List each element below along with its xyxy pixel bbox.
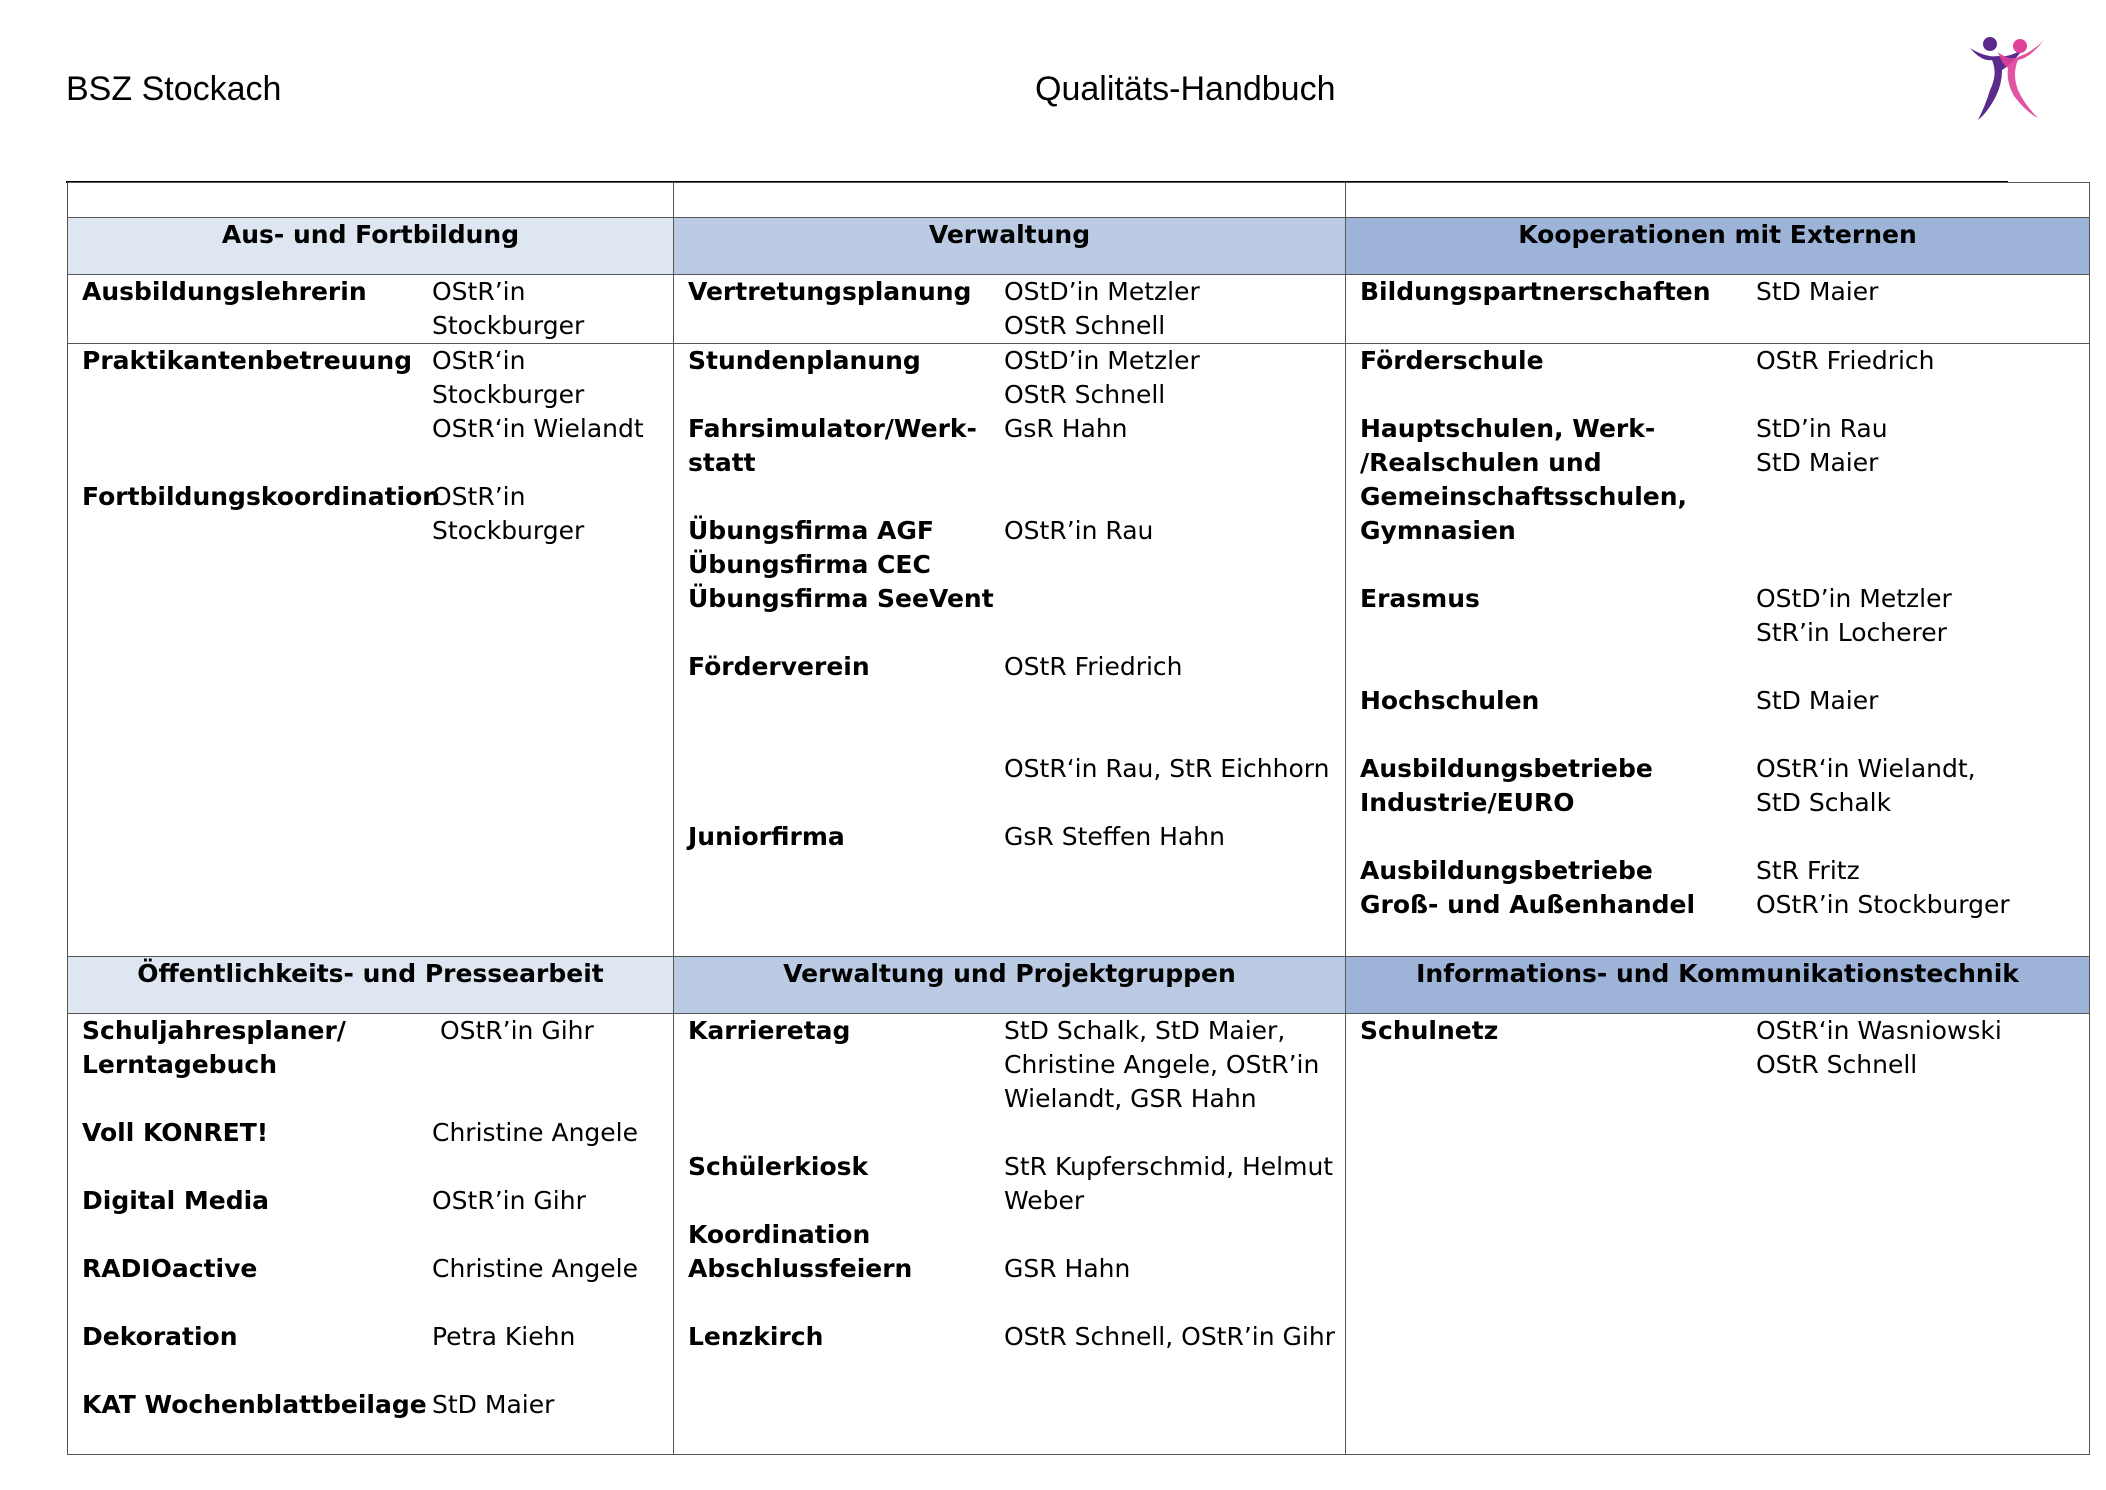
entry-person: OStR’in Gihr <box>432 1016 594 1045</box>
table-row <box>68 344 2090 957</box>
entry-label: Hauptschulen, Werk- <box>1360 414 1656 443</box>
entry-person: OStR’in <box>432 277 526 306</box>
table-row <box>68 1014 2090 1455</box>
cell-aus-und-fortbildung <box>68 344 673 548</box>
column-header-kooperationen: Kooperationen mit Externen <box>1346 218 2090 275</box>
list-item <box>82 1388 673 1422</box>
entry-person: GSR Hahn <box>1004 1254 1131 1283</box>
entry-label: Schulnetz <box>1360 1016 1499 1045</box>
entry-person: StD Maier <box>1756 448 1879 477</box>
organization-table <box>67 182 2090 1455</box>
entry-label: Übungsfirma AGF <box>688 516 934 545</box>
entry-label: Lenzkirch <box>688 1322 824 1351</box>
entry-label: Fahrsimulator/Werk- <box>688 414 977 443</box>
list-item <box>688 344 1345 412</box>
entry-person: OStR’in <box>432 482 526 511</box>
list-item <box>688 1014 1345 1116</box>
entry-label: Dekoration <box>82 1322 238 1351</box>
entry-person: GsR Hahn <box>1004 414 1128 443</box>
entry-person: OStR’in Gihr <box>432 1186 586 1215</box>
list-item <box>688 275 1345 343</box>
header-row-lower <box>68 957 2090 1014</box>
list-item <box>82 480 673 548</box>
list-item <box>1360 275 2089 309</box>
list-item <box>688 1320 1345 1354</box>
entry-person: OStR‘in Wasniowski <box>1756 1016 2002 1045</box>
entry-person <box>1004 1218 1345 1252</box>
column-header-ikt: Informations- und Kommunikationstechnik <box>1346 957 2090 1014</box>
entry-person: Christine Angele <box>432 1254 638 1283</box>
list-item <box>82 275 673 343</box>
entry-label: Abschlussfeiern <box>688 1254 913 1283</box>
cell-kooperationen <box>1346 344 2089 922</box>
entry-label: Digital Media <box>82 1186 270 1215</box>
list-item <box>1360 412 2089 548</box>
cell-oeffentlichkeitsarbeit <box>68 1014 673 1422</box>
entry-person: OStR‘in <box>432 346 526 375</box>
list-item <box>82 1116 673 1150</box>
entry-person: OStR Friedrich <box>1004 652 1183 681</box>
entry-person: StR’in Locherer <box>1756 618 1947 647</box>
entry-person: Stockburger <box>432 380 585 409</box>
entry-person: StD Schalk, StD Maier, <box>1004 1016 1286 1045</box>
list-item <box>82 1320 673 1354</box>
list-item <box>1360 684 2089 718</box>
list-item <box>1360 1014 2089 1082</box>
entry-person: StD Maier <box>1756 277 1879 306</box>
entry-person: OStD’in Metzler <box>1004 277 1200 306</box>
entry-label: RADIOactive <box>82 1254 258 1283</box>
column-header-aus-und-fortbildung: Aus- und Fortbildung <box>68 218 674 275</box>
entry-label: Groß- und Außenhandel <box>1360 890 1696 919</box>
entry-person: StD Schalk <box>1756 788 1892 817</box>
entry-label: Voll KONRET! <box>82 1118 269 1147</box>
entry-label: Praktikantenbetreuung <box>82 346 413 375</box>
entry-person: OStR’in Rau <box>1004 516 1154 545</box>
entry-person: OStD’in Metzler <box>1756 584 1952 613</box>
entry-person: Petra Kiehn <box>432 1322 576 1351</box>
entry-label: Lerntagebuch <box>82 1050 277 1079</box>
entry-person: StD Maier <box>432 1390 555 1419</box>
entry-person: OStR Schnell <box>1004 380 1166 409</box>
entry-label: Koordination <box>688 1220 871 1249</box>
entry-person: OStR‘in Wielandt, <box>1756 754 1976 783</box>
entry-label: Förderverein <box>688 652 870 681</box>
list-item <box>688 1218 1345 1286</box>
entry-person: StD Maier <box>1756 686 1879 715</box>
list-item <box>1360 752 2089 820</box>
cell-ikt <box>1346 1014 2089 1082</box>
entry-person: OStR’in Stockburger <box>1756 890 2010 919</box>
entry-label: Vertretungsplanung <box>688 277 972 306</box>
entry-person: OStR Schnell <box>1756 1050 1918 1079</box>
entry-label: Hochschulen <box>1360 686 1540 715</box>
spacer-row <box>68 183 2090 218</box>
entry-person: OStR Friedrich <box>1756 346 1935 375</box>
header-row-upper <box>68 218 2090 275</box>
list-item <box>688 650 1345 684</box>
list-item <box>688 1150 1345 1218</box>
column-header-oeffentlichkeitsarbeit: Öffentlichkeits- und Pressearbeit <box>68 957 674 1014</box>
document-title: Qualitäts-Handbuch <box>1035 70 1336 108</box>
list-item <box>82 1014 673 1082</box>
list-item <box>688 412 1345 480</box>
entry-person: Stockburger <box>432 311 585 340</box>
entry-label: Karrieretag <box>688 1016 851 1045</box>
entry-label: Ausbildungslehrerin <box>82 277 367 306</box>
entry-person: OStR‘in Wielandt <box>432 414 644 443</box>
entry-person: OStR Schnell <box>1004 311 1166 340</box>
list-item <box>82 1184 673 1218</box>
column-header-verwaltung: Verwaltung <box>674 218 1346 275</box>
entry-person: Christine Angele <box>432 1118 638 1147</box>
entry-person: OStR‘in Rau, StR Eichhorn <box>1004 754 1330 783</box>
school-name: BSZ Stockach <box>66 70 282 108</box>
column-header-projektgruppen: Verwaltung und Projektgruppen <box>674 957 1346 1014</box>
entry-label: Erasmus <box>1360 584 1480 613</box>
table-row <box>68 275 2090 344</box>
entry-label: Gemeinschaftsschulen, <box>1360 482 1688 511</box>
list-item <box>1360 582 2089 650</box>
entry-person: GsR Steffen Hahn <box>1004 822 1225 851</box>
entry-label: Schülerkiosk <box>688 1152 869 1181</box>
entry-label: Fortbildungskoordination <box>82 482 441 511</box>
entry-person: OStR Schnell, OStR’in Gihr <box>1004 1322 1335 1351</box>
entry-label: Übungsfirma SeeVent <box>688 584 994 613</box>
list-item <box>1360 854 2089 922</box>
list-item <box>82 1252 673 1286</box>
entry-label: Juniorfirma <box>688 822 845 851</box>
entry-person: Weber <box>1004 1186 1085 1215</box>
entry-label: Übungsfirma CEC <box>688 550 931 579</box>
entry-label: Ausbildungsbetriebe <box>1360 856 1653 885</box>
list-item <box>688 820 1345 854</box>
entry-label: Schuljahresplaner/ <box>82 1016 346 1045</box>
entry-person: StR Kupferschmid, Helmut <box>1004 1152 1334 1181</box>
list-item <box>1360 344 2089 378</box>
entry-label: Industrie/EURO <box>1360 788 1575 817</box>
entry-label: statt <box>688 448 756 477</box>
cell-projektgruppen <box>674 1014 1345 1354</box>
entry-label: Ausbildungsbetriebe <box>1360 754 1653 783</box>
entry-label: Bildungspartnerschaften <box>1360 277 1711 306</box>
entry-label: Gymnasien <box>1360 516 1516 545</box>
entry-person: Stockburger <box>432 516 585 545</box>
entry-person: StD’in Rau <box>1756 414 1888 443</box>
school-logo-icon <box>1968 34 2046 126</box>
entry-person: StR Fritz <box>1756 856 1860 885</box>
entry-label: /Realschulen und <box>1360 448 1602 477</box>
entry-label: Förderschule <box>1360 346 1544 375</box>
list-item <box>82 344 673 446</box>
entry-person: OStD’in Metzler <box>1004 346 1200 375</box>
entry-person: Wielandt, GSR Hahn <box>1004 1084 1257 1113</box>
entry-label: Stundenplanung <box>688 346 921 375</box>
cell-verwaltung <box>674 344 1345 854</box>
entry-person: Christine Angele, OStR’in <box>1004 1050 1320 1079</box>
list-item <box>688 752 1345 786</box>
list-item <box>688 514 1345 616</box>
entry-label: KAT Wochenblattbeilage <box>82 1390 427 1419</box>
